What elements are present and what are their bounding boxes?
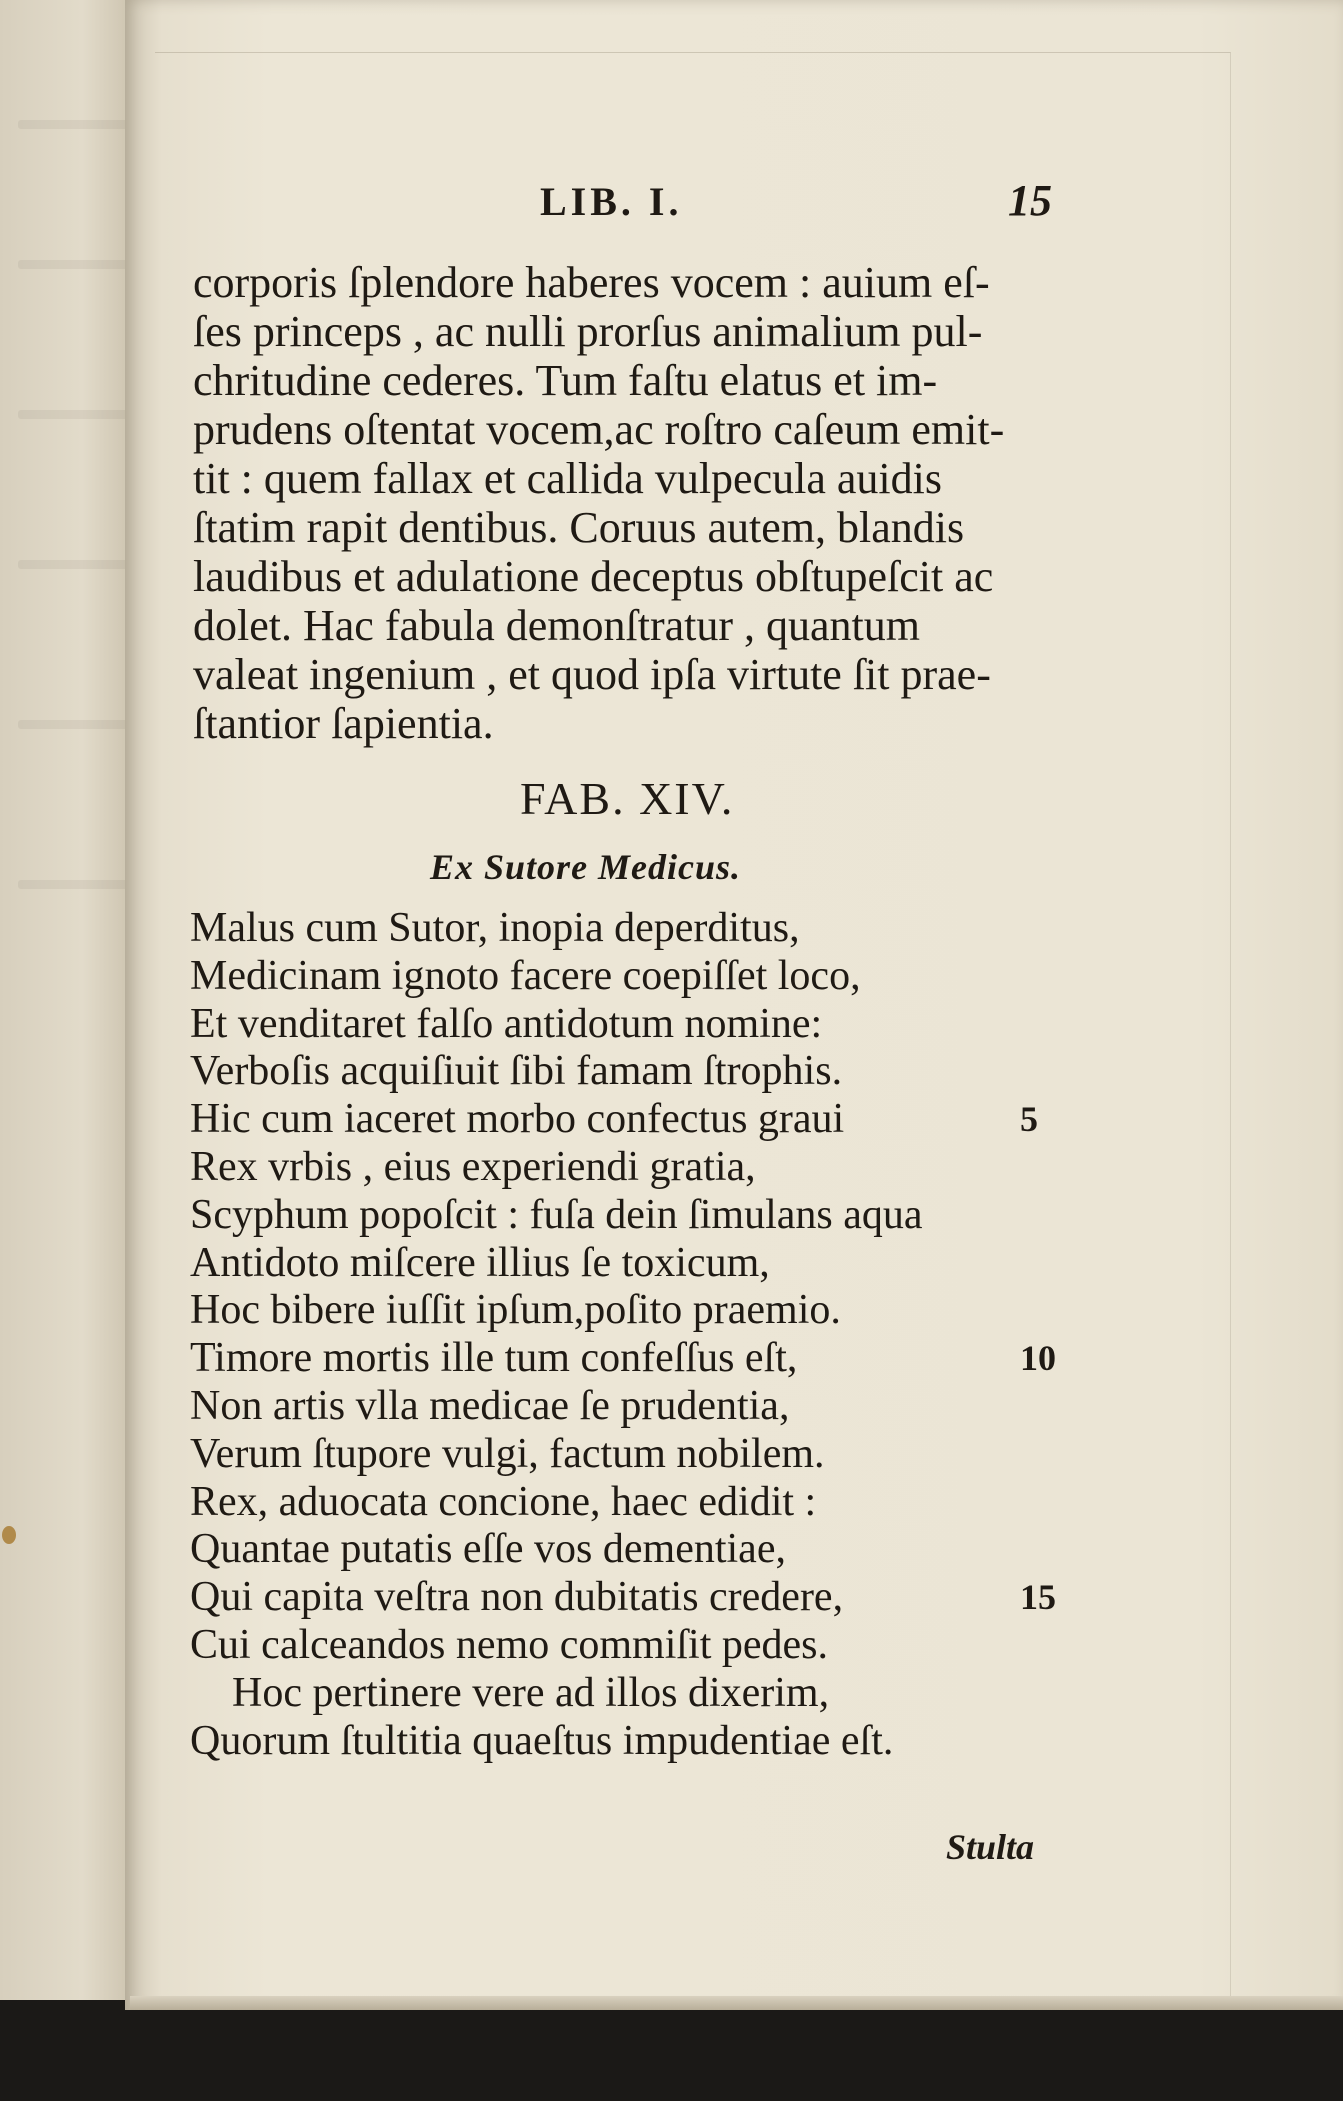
verse-line <box>190 1383 1070 1431</box>
prose-line: ſtatim rapit dentibus. Coruus autem, blandis <box>193 503 965 552</box>
verse-text: Scyphum popoſcit : fuſa dein ſimulans aqua <box>190 1191 923 1238</box>
verse-line <box>190 1670 1070 1718</box>
verse-text: Non artis vlla medicae ſe prudentia, <box>190 1382 790 1429</box>
verse-line <box>190 1240 1070 1288</box>
verse-text: Et venditaret falſo antidotum nomine: <box>190 1000 823 1047</box>
prose-line: laudibus et adulatione deceptus obſtupeſcit ac <box>193 552 994 601</box>
verse-line <box>190 953 1070 1001</box>
prose-line: chritudine cederes. Tum faſtu elatus et im- <box>193 356 938 405</box>
verse-line <box>190 1526 1070 1574</box>
page-bottom-edge <box>130 1996 1343 2010</box>
prose-line: valeat ingenium , et quod ipſa virtute ſit prae- <box>193 650 991 699</box>
verse-line <box>190 1335 1070 1383</box>
prose-line: tit : quem fallax et callida vulpecula auidis <box>193 454 942 503</box>
running-head: LIB. I. <box>540 179 683 224</box>
prose-line: dolet. Hac fabula demonſtratur , quantum <box>193 601 920 650</box>
verse-text: Quorum ſtultitia quaeſtus impudentiae eſt. <box>190 1717 894 1764</box>
prose-line: corporis ſplendore haberes vocem : auium eſ- <box>193 258 990 307</box>
fable-subtitle: Ex Sutore Medicus. <box>430 847 742 887</box>
verse-line <box>190 1144 1070 1192</box>
verse-line <box>190 1287 1070 1335</box>
verse-block <box>190 905 1070 1765</box>
verse-text: Verum ſtupore vulgi, factum nobilem. <box>190 1430 825 1477</box>
verse-line <box>190 1192 1070 1240</box>
verse-text: Qui capita veſtra non dubitatis credere, <box>190 1574 844 1621</box>
verse-text: Medicinam ignoto facere coepiſſet loco, <box>190 952 861 999</box>
verse-text: Quantae putatis eſſe vos dementiae, <box>190 1526 786 1573</box>
catchword: Stulta <box>946 1827 1035 1867</box>
line-number: 10 <box>1020 1338 1056 1379</box>
verse-line <box>190 905 1070 953</box>
verse-text: Antidoto miſcere illius ſe toxicum, <box>190 1239 770 1286</box>
verse-text: Verboſis acquiſiuit ſibi famam ſtrophis. <box>190 1048 843 1095</box>
fable-title: FAB. XIV. <box>520 773 735 824</box>
verse-line <box>190 1718 1070 1766</box>
prose-paragraph <box>193 258 1053 748</box>
verse-text: Malus cum Sutor, inopia deperditus, <box>190 905 800 951</box>
verse-text: Rex vrbis , eius experiendi gratia, <box>190 1143 756 1190</box>
verse-text: Rex, aduocata concione, haec edidit : <box>190 1478 817 1525</box>
line-number: 5 <box>1020 1099 1038 1140</box>
verse-line <box>190 1096 1070 1144</box>
verse-text: Hic cum iaceret morbo confectus graui <box>190 1096 845 1143</box>
prose-line: prudens oſtentat vocem,ac roſtro caſeum emit- <box>193 405 1005 454</box>
verse-line <box>190 1479 1070 1527</box>
verse-line <box>190 1622 1070 1670</box>
verse-line <box>190 1574 1070 1622</box>
verse-text: Hoc pertinere vere ad illos dixerim, <box>232 1669 830 1716</box>
page-number: 15 <box>1008 176 1052 225</box>
line-number: 15 <box>1020 1577 1056 1618</box>
page-stain <box>2 1526 16 1544</box>
prose-line: ſes princeps , ac nulli prorſus animalium pul- <box>193 307 983 356</box>
verse-text: Timore mortis ille tum confeſſus eſt, <box>190 1335 798 1382</box>
verse-line <box>190 1431 1070 1479</box>
verse-text: Hoc bibere iuſſit ipſum,poſito praemio. <box>190 1287 841 1334</box>
prose-line: ſtantior ſapientia. <box>193 699 494 748</box>
verse-line <box>190 1001 1070 1049</box>
verse-text: Cui calceandos nemo commiſit pedes. <box>190 1621 828 1668</box>
verse-line <box>190 1048 1070 1096</box>
